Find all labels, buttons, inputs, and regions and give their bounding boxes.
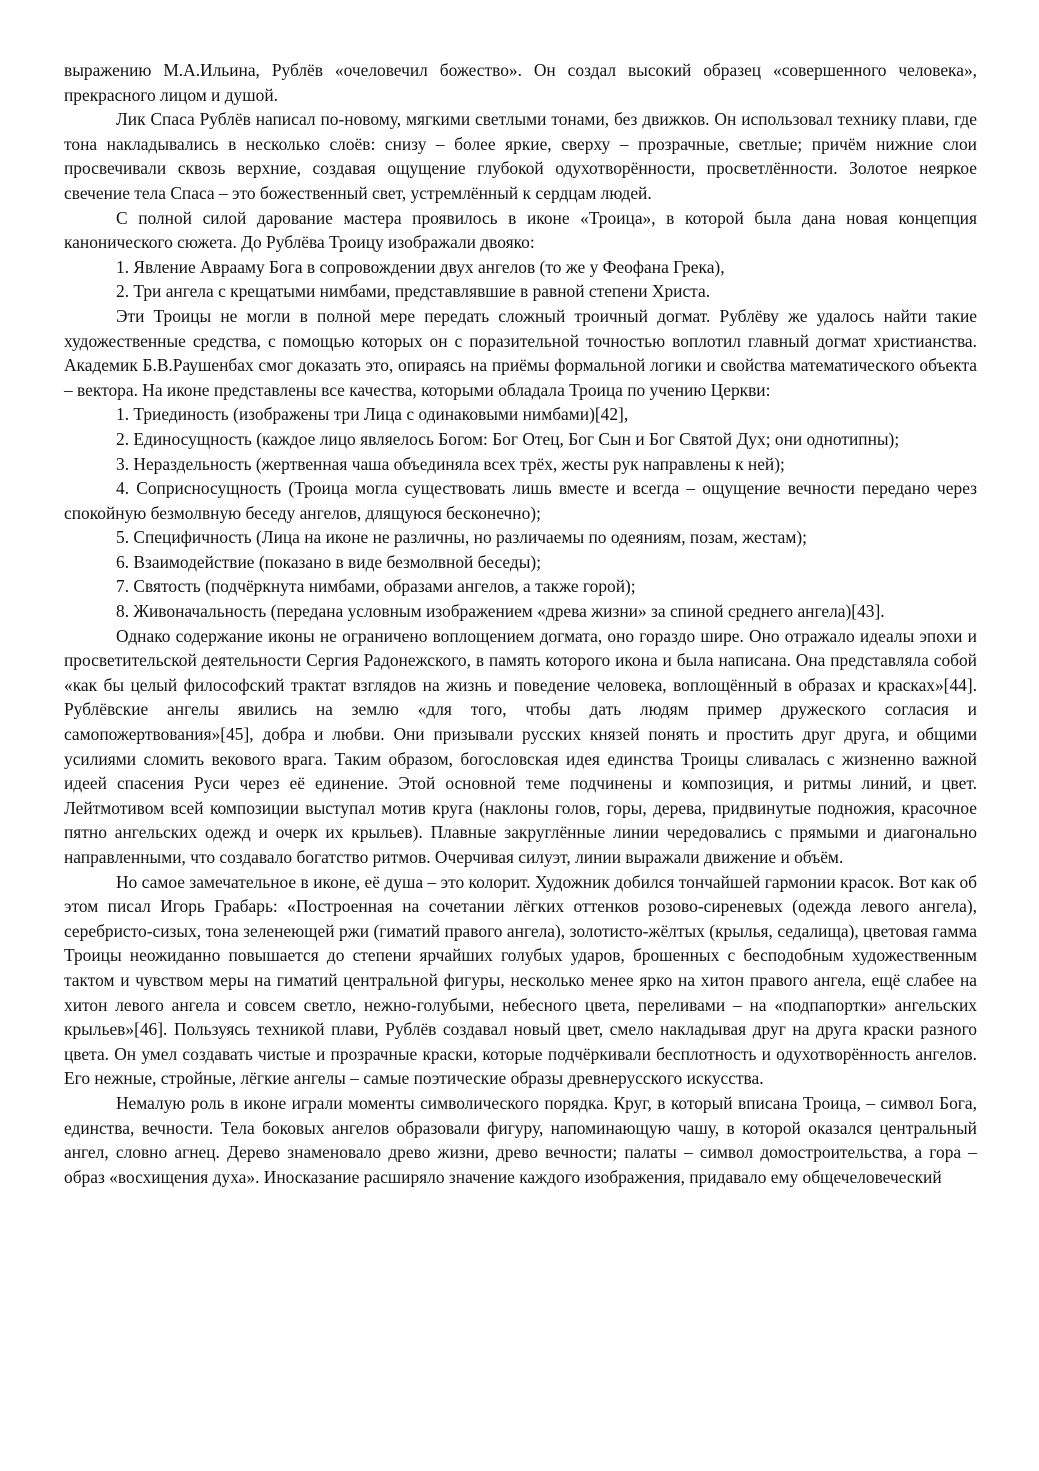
paragraph-dogma: Эти Троицы не могли в полной мере передать сложный троичный догмат. Рублёву же удалось найти такие художественные средства, с помощью которых он с поразительной точностью воплотил главный догмат христианства. Академик Б.В.Раушенбах смог доказать это, опираясь на приёмы формальной логики и свойства математического объекта – вектора. На иконе представлены все качества, которыми обладала Троица по учению Церкви: bbox=[64, 305, 977, 400]
paragraph-symbols: Немалую роль в иконе играли моменты символического порядка. Круг, в который вписана Троица, – символ Бога, единства, вечности. Тела боковых ангелов образовали фигуру, напоминающую чашу, в которой оказался центральный ангел, словно агнец. Дерево знаменовало древо жизни, древо вечности; палаты – символ домостроительства, а гора – образ «восхищения духа». Иносказание расширяло значение каждого изображения, придавало ему общечеловеческий bbox=[64, 1092, 977, 1187]
document-page bbox=[64, 58, 977, 1189]
list-item-quality-2: 2. Единосущность (каждое лицо являелось Богом: Бог Отец, Бог Сын и Бог Святой Дух; они однотипны); bbox=[116, 428, 900, 449]
list-item-quality-7: 7. Святость (подчёркнута нимбами, образами ангелов, а также горой); bbox=[116, 576, 636, 597]
list-item-quality-6: 6. Взаимодействие (показано в виде безмолвной беседы); bbox=[116, 551, 542, 572]
list-item-quality-4: 4. Соприсносущность (Троица могла существовать лишь вместе и всегда – ощущение вечности передано через спокойную безмолвную беседу ангелов, длящуюся бесконечно); bbox=[64, 478, 977, 523]
paragraph-content: Однако содержание иконы не ограничено воплощением догмата, оно гораздо шире. Оно отражало идеалы эпохи и просветительской деятельности Сергия Радонежского, в память которого икона и была написана. Она представляла собой «как бы целый философский трактат взглядов на жизнь и поведение человека, воплощённый в образах и красках»[44]. Рублёвские ангелы явились на землю «для того, чтобы дать людям пример дружеского согласия и самопожертвования»[45], добра и любви. Они призывали русских князей понять и простить друг друга, и общими усилиями сломить векового врага. Таким образом, богословская идея единства Троицы сливалась с жизненно важной идеей спасения Руси через её единение. Этой основной теме подчинены и композиция, и ритмы линий, и цвет. Лейтмотивом всей композиции выступал мотив круга (наклоны голов, горы, дерева, придвинутые подножия, красочное пятно ангельских одежд и очерк их крыльев). Плавные закруглённые линии чередовались с прямыми и диагонально направленными, что создавало богатство ритмов. Очерчивая силуэт, линии выражали движение и объём. bbox=[64, 625, 977, 867]
paragraph-spas-face: Лик Спаса Рублёв написал по-новому, мягкими светлыми тонами, без движков. Он использовал технику плави, где тона накладывались в несколько слоёв: снизу – более яркие, сверху – прозрачные, светлые; причём нижние слои просвечивали сквозь верхние, создавая ощущение глубокой одухотворённости, просветлённости. Золотое неяркое свечение тела Спаса – это божественный свет, устремлённый к сердцам людей. bbox=[64, 109, 977, 203]
list-item-quality-8: 8. Живоначальность (передана условным изображением «древа жизни» за спиной среднего ангела)[43]. bbox=[116, 601, 885, 622]
list-item-old-type-2: 2. Три ангела с крещатыми нимбами, представлявшие в равной степени Христа. bbox=[116, 281, 711, 302]
list-item-quality-5: 5. Специфичность (Лица на иконе не различны, но различаемы по одеяниям, позам, жестам); bbox=[116, 527, 808, 548]
paragraph-continuation: выражению М.А.Ильина, Рублёв «очеловечил божество». Он создал высокий образец «совершенного человека», прекрасного лицом и душой. bbox=[64, 60, 977, 105]
list-item-quality-3: 3. Нераздельность (жертвенная чаша объединяла всех трёх, жесты рук направлены к ней); bbox=[116, 453, 785, 474]
paragraph-colour: Но самое замечательное в иконе, её душа – это колорит. Художник добился тончайшей гармонии красок. Вот как об этом писал Игорь Грабарь: «Построенная на сочетании лёгких оттенков розово-сиреневых (одежда левого ангела), серебристо-сизых, тона зеленеющей ржи (гиматий правого ангела), золотисто-жёлтых (крылья, седалища), цветовая гамма Троицы неожиданно повышается до степени ярчайших голубых ударов, брошенных с бесподобным художественным тактом и чувством меры на гиматий центральной фигуры, несколько менее ярко на хитон правого ангела, ещё слабее на хитон левого ангела и совсем светло, нежно-голубыми, небесного цвета, переливами – на «подпапортки» ангельских крыльев»[46]. Пользуясь техникой плави, Рублёв создавал новый цвет, смело накладывая друг на друга краски разного цвета. Он умел создавать чистые и прозрачные краски, которые подчёркивали бесплотность и одухотворённость ангелов. Его нежные, стройные, лёгкие ангелы – самые поэтические образы древнерусского искусства. bbox=[64, 871, 977, 1089]
list-item-old-type-1: 1. Явление Аврааму Бога в сопровождении двух ангелов (то же у Феофана Грека), bbox=[116, 256, 725, 277]
paragraph-trinity-intro: С полной силой дарование мастера проявилось в иконе «Троица», в которой была дана новая концепция канонического сюжета. До Рублёва Троицу изображали двояко: bbox=[64, 207, 977, 253]
list-item-quality-1: 1. Триединость (изображены три Лица с одинаковыми нимбами)[42], bbox=[116, 404, 629, 425]
